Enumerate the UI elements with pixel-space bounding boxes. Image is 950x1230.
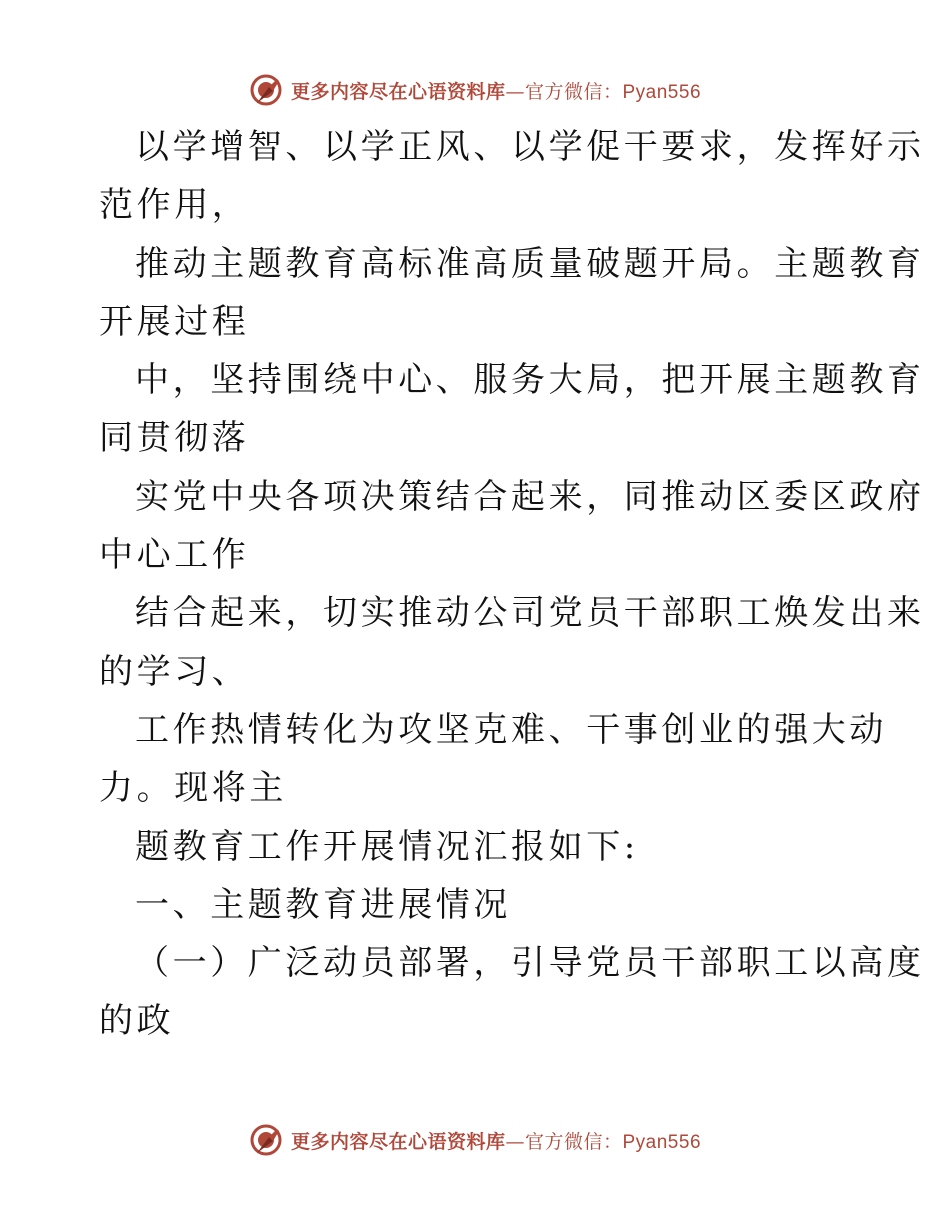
watermark-text xyxy=(291,1127,701,1154)
text-line: 开展过程 xyxy=(99,301,250,342)
watermark-separator: — xyxy=(505,1130,525,1153)
text-line: 中心工作 xyxy=(99,535,250,576)
text-line: 实党中央各项决策结合起来，同推动区委区政府 xyxy=(135,476,925,517)
header-watermark xyxy=(0,70,950,110)
text-line: 以学增智、以学正风、以学促干要求，发挥好示 xyxy=(135,127,925,167)
text-line: （一）广泛动员部署，引导党员干部职工以高度 xyxy=(135,943,925,984)
pen-nib-logo-icon xyxy=(249,1123,283,1157)
text-line: 中，坚持围绕中心、服务大局，把开展主题教育 xyxy=(135,360,925,401)
text-line: 推动主题教育高标准高质量破题开局。主题教育 xyxy=(135,243,925,284)
watermark-wechat-id: Pyan556 xyxy=(622,81,702,103)
text-line: 的学习、 xyxy=(99,651,250,692)
watermark-separator: — xyxy=(505,80,525,103)
text-line: 力。现将主 xyxy=(99,768,287,809)
watermark-contact-label: 官方微信： xyxy=(524,1130,623,1153)
footer-watermark xyxy=(0,1120,950,1160)
text-line: 范作用， xyxy=(99,185,250,226)
text-line: 结合起来，切实推动公司党员干部职工焕发出来 xyxy=(135,593,925,634)
watermark-brand: 更多内容尽在心语资料库 xyxy=(290,80,506,103)
text-line: 题教育工作开展情况汇报如下: xyxy=(135,826,639,867)
text-line: 一、主题教育进展情况 xyxy=(135,884,511,925)
text-line: 工作热情转化为攻坚克难、干事创业的强大动 xyxy=(135,709,887,750)
watermark-wechat-id: Pyan556 xyxy=(622,1131,702,1153)
watermark-text xyxy=(291,77,701,104)
pen-nib-logo-icon xyxy=(249,73,283,107)
watermark-brand: 更多内容尽在心语资料库 xyxy=(290,1130,506,1153)
text-line: 的政 xyxy=(99,1001,175,1042)
document-body xyxy=(99,118,925,1051)
watermark-contact-label: 官方微信： xyxy=(524,80,623,103)
text-line: 同贯彻落 xyxy=(99,418,250,459)
